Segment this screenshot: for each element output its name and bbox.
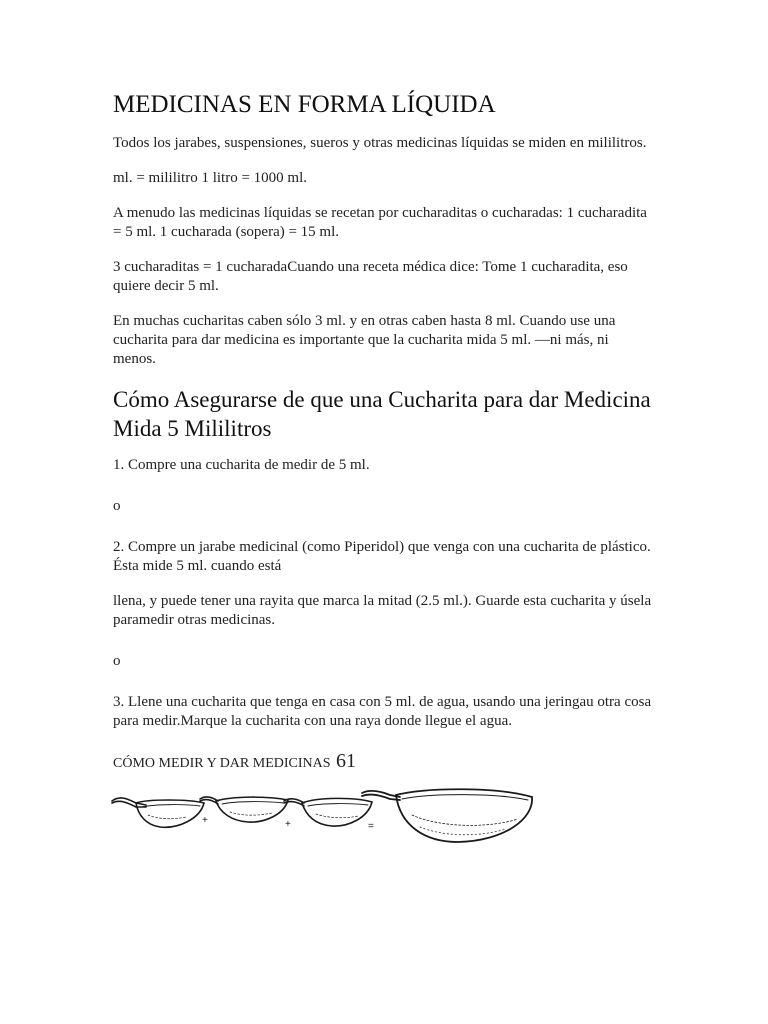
section-subtitle: Cómo Asegurarse de que una Cucharita para dar Medicina Mida 5 Mililitros (113, 387, 651, 441)
or-separator-1: o (113, 498, 121, 514)
footer-text: CÓMO MEDIR Y DAR MEDICINAS (113, 756, 331, 771)
plus-sign-2: + (285, 819, 291, 830)
paragraph-3: A menudo las medicinas líquidas se recetan por cucharaditas o cucharadas: 1 cucharadita = 5 ml. 1 cucharada (sopera) = 15 ml. (113, 205, 647, 240)
step-3: 3. Llene una cucharita que tenga en casa con 5 ml. de agua, usando una jeringau otra cosa para medir.Marque la cucharita con una raya donde llegue el agua. (113, 694, 652, 729)
tablespoon-icon (362, 789, 532, 842)
paragraph-1: Todos los jarabes, suspensiones, sueros y otras medicinas líquidas se miden en mililitros. (113, 135, 647, 151)
step-2: 2. Compre un jarabe medicinal (como Piperidol) que venga con una cucharita de plástico. Ésta mide 5 ml. cuando está (113, 539, 651, 574)
paragraph-2: ml. = mililitro 1 litro = 1000 ml. (113, 170, 308, 186)
page-title: MEDICINAS EN FORMA LÍQUIDA (113, 91, 496, 118)
page-number: 61 (336, 750, 357, 772)
paragraph-4: 3 cucharaditas = 1 cucharadaCuando una receta médica dice: Tome 1 cucharadita, eso quiere decir 5 ml. (113, 259, 628, 294)
paragraph-5: En muchas cucharitas caben sólo 3 ml. y en otras caben hasta 8 ml. Cuando use una cucharita para dar medicina es importante que la cucharita mida 5 ml. —ni más, ni menos. (113, 313, 616, 367)
teaspoon-icon-1 (112, 798, 204, 827)
teaspoon-icon-2 (200, 797, 288, 822)
document-page (113, 90, 653, 782)
equals-sign: = (368, 821, 374, 832)
page-footer (113, 751, 653, 774)
step-1: 1. Compre una cucharita de medir de 5 ml. (113, 457, 370, 473)
spoons-illustration (108, 785, 540, 847)
teaspoon-icon-3 (284, 798, 372, 826)
step-2-continued: llena, y puede tener una rayita que marca la mitad (2.5 ml.). Guarde esta cucharita y úsela paramedir otras medicinas. (113, 593, 652, 628)
plus-sign-1: + (202, 815, 208, 826)
or-separator-2: o (113, 653, 121, 669)
